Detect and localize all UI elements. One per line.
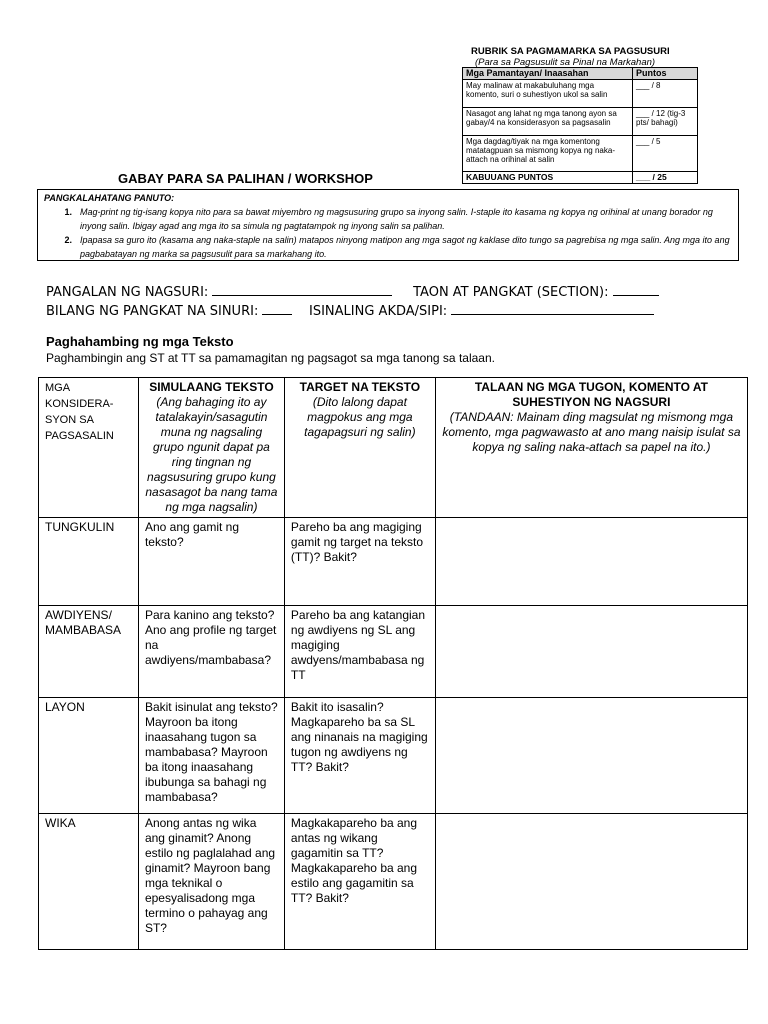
instruction-number: 1. [64,207,72,217]
instructions-heading: PANGKALAHATANG PANUTO: [44,193,175,203]
rubric-subtitle: (Para sa Pagsusulit sa Pinal na Markahan) [475,57,656,68]
row-notes-cell[interactable] [435,518,747,606]
table-row [39,606,748,698]
bilang-label: BILANG NG PANGKAT NA SINURI: [46,304,259,319]
rubric-table [462,67,698,184]
rubric-points: ___ / 5 [633,136,698,172]
taon-label: TAON AT PANGKAT (SECTION): [413,285,609,300]
header-considerations: MGA KONSIDERA-SYON SA PAGSASALIN [39,378,139,518]
row-label: TUNGKULIN [39,518,139,606]
row-target-question: Magkakapareho ba ang antas ng wikang gagamitin sa TT? Magkakapareho ba ang estilo ang gagamitin sa TT? Bakit? [284,814,435,950]
rubric-criterion: May malinaw at makabuluhang mga komento, suri o suhestiyon ukol sa salin [463,80,633,108]
header-notes [435,378,747,518]
guide-title: GABAY PARA SA PALIHAN / WORKSHOP [118,171,373,186]
row-target-question: Pareho ba ang katangian ng awdiyens ng SL ang magiging awdyens/mambabasa ng TT [284,606,435,698]
table-row [39,518,748,606]
row-target-question: Pareho ba ang magiging gamit ng target na teksto (TT)? Bakit? [284,518,435,606]
table-row [39,698,748,814]
instruction-number: 2. [64,235,72,245]
rubric-title: RUBRIK SA PAGMAMARKA SA PAGSUSURI [471,46,670,57]
fields-row-1 [46,283,659,300]
nagsuri-blank[interactable] [212,283,392,296]
row-notes-cell[interactable] [435,606,747,698]
nagsuri-label: PANGALAN NG NAGSURI: [46,285,209,300]
header-target-note: (Dito lalong dapat magpokus ang mga tagapagsuri ng salin) [304,395,416,439]
row-label: LAYON [39,698,139,814]
rubric-criterion: Mga dagdag/tiyak na mga komentong matatagpuan sa mismong kopya ng naka-attach na orihinal at salin [463,136,633,172]
fields-row-2 [46,302,654,319]
instruction-item [44,205,732,233]
rubric-total-label: KABUUANG PUNTOS [463,172,633,184]
section-title: Paghahambing ng mga Teksto [46,334,234,349]
header-notes-title: TALAAN NG MGA TUGON, KOMENTO AT SUHESTIYON NG NAGSURI [474,380,708,409]
section-description: Paghambingin ang ST at TT sa pamamagitan ng pagsagot sa mga tanong sa talaan. [46,351,495,365]
akda-label: ISINALING AKDA/SIPI: [309,304,448,319]
rubric-header-criteria: Mga Pamantayan/ Inaasahan [463,68,633,80]
general-instructions [37,189,739,261]
rubric-header-points: Puntos [633,68,698,80]
taon-blank[interactable] [613,283,659,296]
header-target-title: TARGET NA TEKSTO [299,380,421,394]
row-target-question: Bakit ito isasalin? Magkapareho ba sa SL ang ninanais na magiging tugon ng awdiyens ng TT? Bakit? [284,698,435,814]
row-notes-cell[interactable] [435,814,747,950]
rubric-total-points: ___ / 25 [633,172,698,184]
row-label: WIKA [39,814,139,950]
header-source-title: SIMULAANG TEKSTO [149,380,274,394]
comparison-table [38,377,748,950]
row-notes-cell[interactable] [435,698,747,814]
header-notes-note: (TANDAAN: Mainam ding magsulat ng mismong mga komento, mga pagwawasto at ano mang naisip isulat sa kopya ng saling naka-attach sa papel na ito.) [442,410,741,454]
header-source-text [138,378,284,518]
akda-blank[interactable] [451,302,654,315]
instruction-text: Mag-print ng tig-isang kopya nito para sa bawat miyembro ng magsusuring grupo sa inyong salin. I-staple ito kasama ng kopya ng orihinal at unang borador ng inyong salin. Ibigay agad ang mga ito sa simula ng pagtatampok ng inyong salin sa palihan. [80,207,713,231]
row-source-question: Para kanino ang teksto? Ano ang profile ng target na awdiyens/mambabasa? [138,606,284,698]
row-source-question: Bakit isinulat ang teksto? Mayroon ba itong inaasahang tugon sa mambabasa? Mayroon ba itong inaasahang ibubunga sa bahagi ng mambabasa? [138,698,284,814]
rubric-points: ___ / 12 (tig-3 pts/ bahagi) [633,108,698,136]
rubric-points: ___ / 8 [633,80,698,108]
table-row [39,814,748,950]
instruction-text: Ipapasa sa guro ito (kasama ang naka-staple na salin) matapos ninyong matipon ang mga sagot ng kaklase dito tungo sa pagrebisa ng mga salin. Ang mga ito ang pagbabatayan ng marka sa pagsusulit para sa markahang ito. [80,235,730,259]
header-source-note: (Ang bahaging ito ay tatalakayin/sasagutin muna ng nagsaling grupo ngunit dapat pa ring tingnan ng nagsusuring grupo kung nasasagot ba nang tama ng mga nagsalin) [145,395,278,514]
instruction-item [44,233,732,261]
row-label: AWDIYENS/ MAMBABASA [39,606,139,698]
row-source-question: Ano ang gamit ng teksto? [138,518,284,606]
rubric-criterion: Nasagot ang lahat ng mga tanong ayon sa gabay/4 na konsiderasyon sa pagsasalin [463,108,633,136]
row-source-question: Anong antas ng wika ang ginamit? Anong estilo ng paglalahad ang ginamit? Mayroon bang mga teknikal o epesyalisadong mga termino o pahayag ang ST? [138,814,284,950]
header-target-text [284,378,435,518]
bilang-blank[interactable] [262,302,292,315]
